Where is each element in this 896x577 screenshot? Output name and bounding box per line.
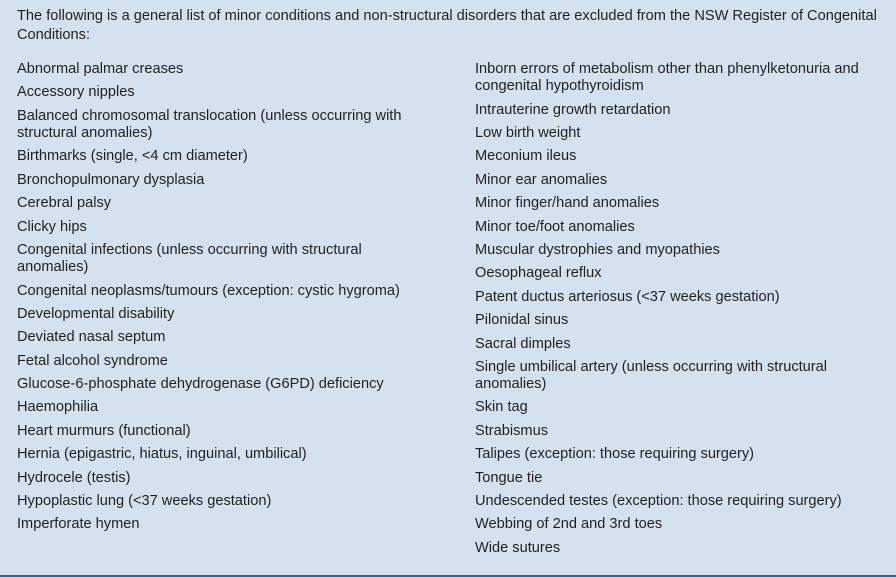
list-item: Clicky hips bbox=[17, 218, 87, 235]
list-item: Birthmarks (single, <4 cm diameter) bbox=[17, 148, 248, 165]
list-item: Hypoplastic lung (<37 weeks gestation) bbox=[17, 493, 272, 510]
list-item: Congenital infections (unless occurring with structural anomalies) bbox=[17, 241, 362, 276]
list-item: Glucose-6-phosphate dehydrogenase (G6PD) deficiency bbox=[17, 376, 384, 393]
list-item: Sacral dimples bbox=[475, 335, 571, 352]
list-item: Undescended testes (exception: those requiring surgery) bbox=[475, 493, 842, 510]
list-item: Tongue tie bbox=[475, 469, 543, 486]
list-item: Webbing of 2nd and 3rd toes bbox=[475, 516, 663, 533]
list-item: Minor toe/foot anomalies bbox=[475, 218, 635, 235]
list-item: Balanced chromosomal translocation (unless occurring with structural anomalies) bbox=[17, 107, 402, 141]
list-item: Minor finger/hand anomalies bbox=[475, 195, 660, 212]
list-item: Bronchopulmonary dysplasia bbox=[17, 171, 205, 188]
list-item: Patent ductus arteriosus (<37 weeks gestation) bbox=[475, 288, 780, 305]
list-item: Meconium ileus bbox=[475, 148, 577, 165]
list-item: Inborn errors of metabolism other than phenylketonuria and congenital hypothyroidism bbox=[475, 61, 859, 95]
list-item: Abnormal palmar creases bbox=[17, 61, 184, 77]
list-item: Strabismus bbox=[475, 422, 548, 439]
list-item: Hydrocele (testis) bbox=[17, 469, 131, 486]
list-item: Pilonidal sinus bbox=[475, 312, 569, 329]
list-item: Heart murmurs (functional) bbox=[17, 422, 191, 439]
list-item: Minor ear anomalies bbox=[475, 171, 608, 188]
list-item: Accessory nipples bbox=[17, 84, 135, 101]
list-item: Deviated nasal septum bbox=[17, 329, 166, 346]
left-condition-list bbox=[17, 61, 412, 540]
list-item: Hernia (epigastric, hiatus, inguinal, umbilical) bbox=[17, 446, 307, 463]
list-item: Low birth weight bbox=[475, 124, 581, 141]
intro-text: The following is a general list of minor conditions and non-structural disorders that are excluded from the NSW Register of Congenital Conditions: bbox=[17, 8, 877, 43]
list-item: Skin tag bbox=[475, 399, 528, 416]
list-item: Wide sutures bbox=[475, 539, 561, 556]
list-item: Talipes (exception: those requiring surgery) bbox=[475, 446, 755, 463]
list-item: Haemophilia bbox=[17, 399, 99, 416]
list-item: Fetal alcohol syndrome bbox=[17, 352, 168, 369]
list-item: Oesophageal reflux bbox=[475, 265, 602, 282]
list-item: Imperforate hymen bbox=[17, 516, 140, 533]
list-item: Intrauterine growth retardation bbox=[475, 101, 671, 118]
list-item: Cerebral palsy bbox=[17, 195, 112, 212]
list-item: Single umbilical artery (unless occurring with structural anomalies) bbox=[475, 358, 828, 393]
list-item: Muscular dystrophies and myopathies bbox=[475, 241, 720, 258]
right-condition-list bbox=[475, 61, 880, 563]
list-item: Congenital neoplasms/tumours (exception: cystic hygroma) bbox=[17, 282, 400, 299]
list-item: Developmental disability bbox=[17, 305, 175, 322]
